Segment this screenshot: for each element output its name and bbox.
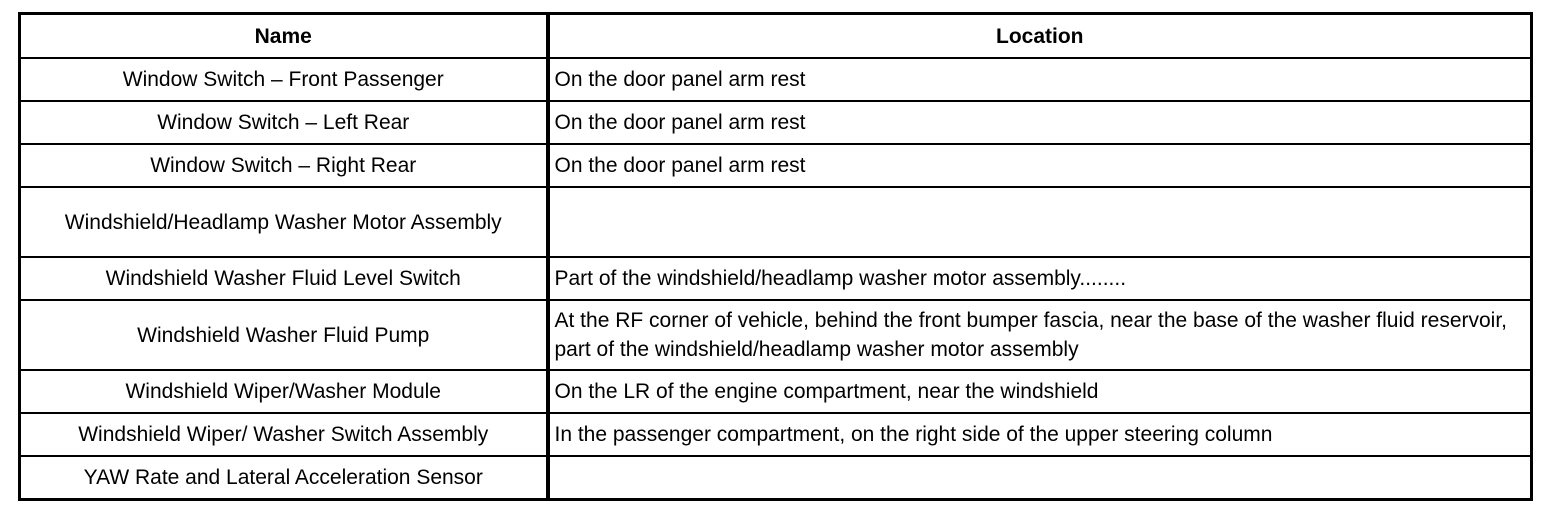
name-cell: Windshield Washer Fluid Level Switch: [20, 257, 548, 300]
name-cell: Windshield Wiper/ Washer Switch Assembly: [20, 413, 548, 456]
name-cell: YAW Rate and Lateral Acceleration Sensor: [20, 456, 548, 500]
name-cell: Window Switch – Left Rear: [20, 101, 548, 144]
location-cell: Part of the windshield/headlamp washer motor assembly........: [548, 257, 1532, 300]
component-location-table: [18, 12, 1533, 501]
table-row: [20, 101, 1532, 144]
name-cell: Window Switch – Front Passenger: [20, 58, 548, 101]
location-cell: On the door panel arm rest: [548, 58, 1532, 101]
name-cell: Windshield Wiper/Washer Module: [20, 370, 548, 413]
name-cell: Windshield/Headlamp Washer Motor Assembly: [20, 187, 548, 257]
table-row: [20, 300, 1532, 370]
location-cell: [548, 456, 1532, 500]
column-header-name: Name: [20, 14, 548, 59]
location-cell: On the door panel arm rest: [548, 144, 1532, 187]
table-row: [20, 187, 1532, 257]
location-cell: In the passenger compartment, on the right side of the upper steering column: [548, 413, 1532, 456]
table-row: [20, 58, 1532, 101]
table-row: [20, 370, 1532, 413]
table-row: [20, 456, 1532, 500]
table-header-row: [20, 14, 1532, 59]
location-cell: On the door panel arm rest: [548, 101, 1532, 144]
location-cell: At the RF corner of vehicle, behind the front bumper fascia, near the base of the washer fluid reservoir, part of the windshield/headlamp washer motor assembly: [548, 300, 1532, 370]
table-row: [20, 413, 1532, 456]
name-cell: Window Switch – Right Rear: [20, 144, 548, 187]
column-header-location: Location: [548, 14, 1532, 59]
table-row: [20, 257, 1532, 300]
location-cell: On the LR of the engine compartment, near the windshield: [548, 370, 1532, 413]
table-row: [20, 144, 1532, 187]
name-cell: Windshield Washer Fluid Pump: [20, 300, 548, 370]
location-cell: [548, 187, 1532, 257]
